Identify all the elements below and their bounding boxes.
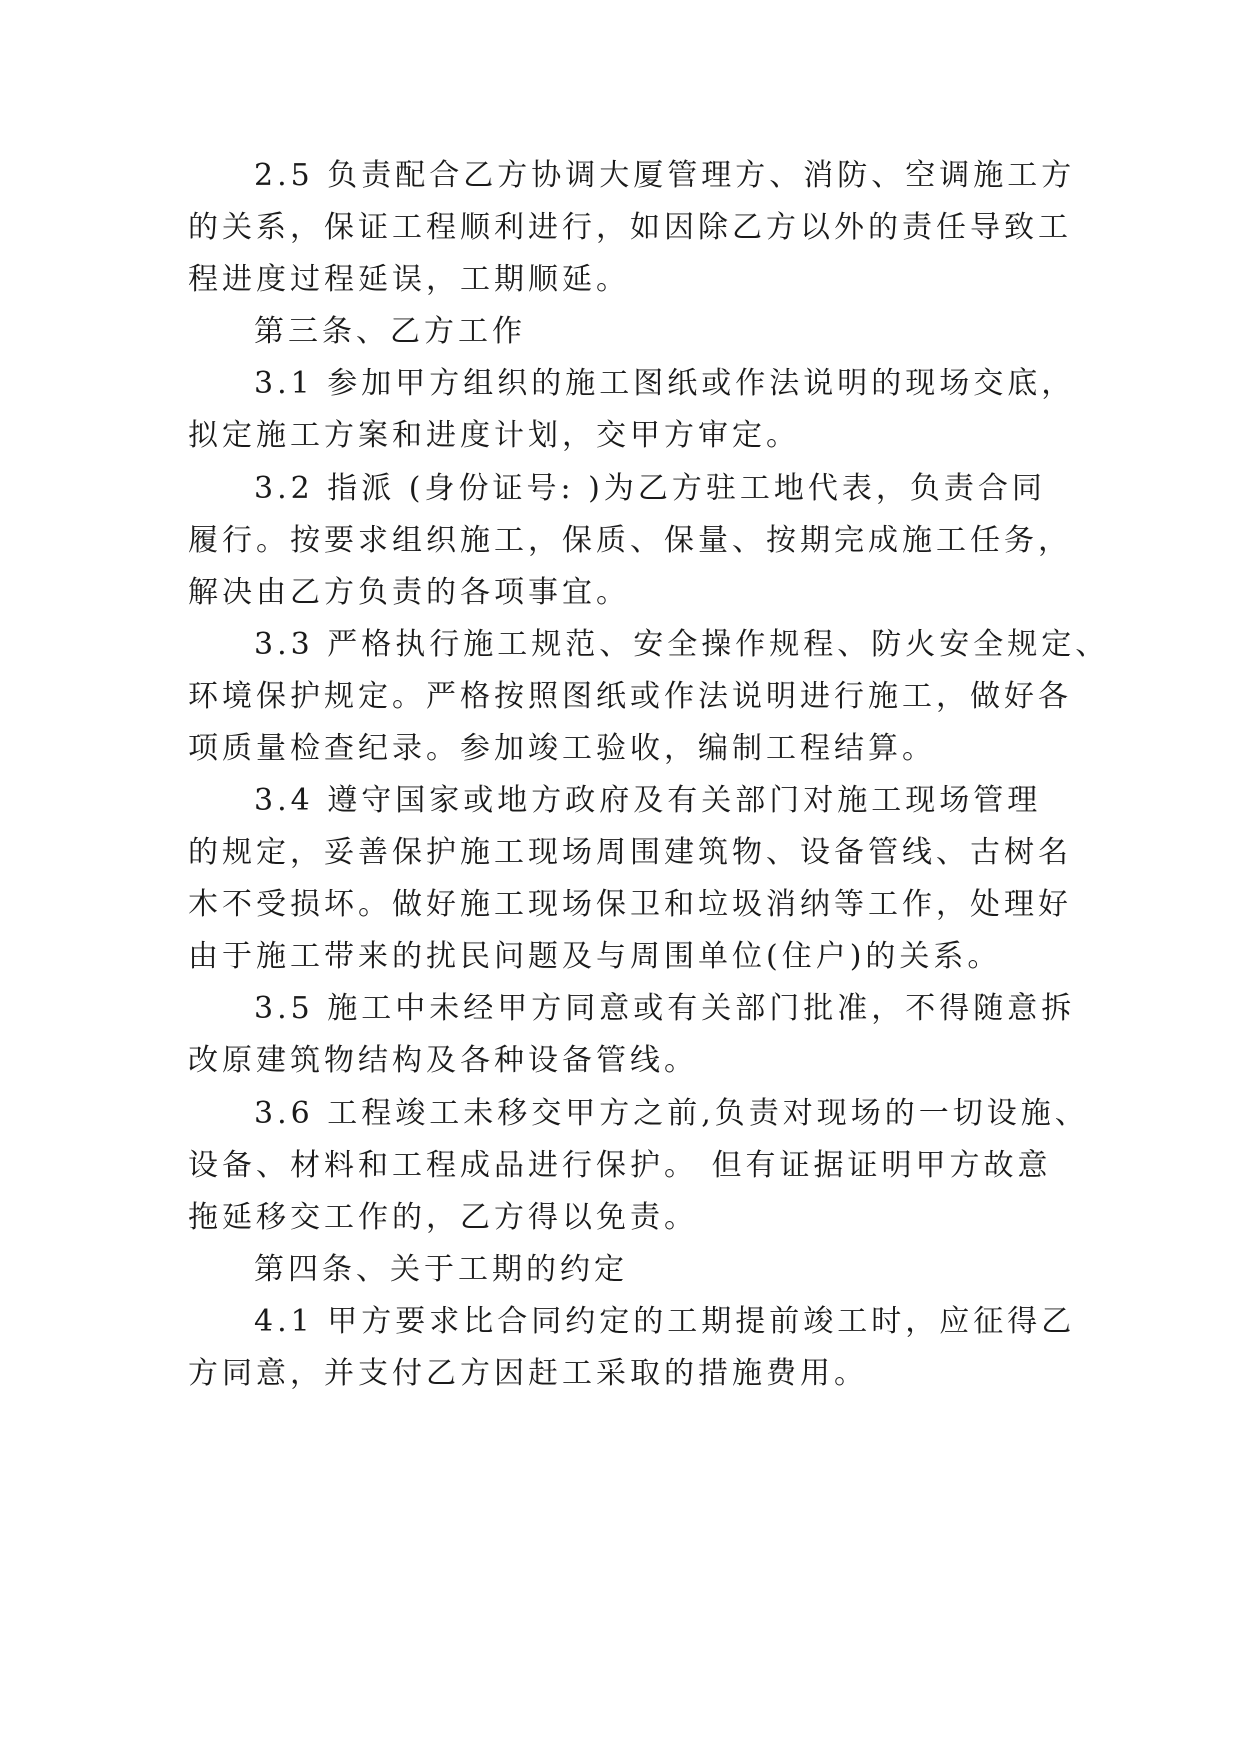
text-line: 3.1 参加甲方组织的施工图纸或作法说明的现场交底， xyxy=(254,366,1076,401)
text-line: 木不受损坏。做好施工现场保卫和垃圾消纳等工作，处理好 xyxy=(188,887,1072,922)
text-line: 4.1 甲方要求比合同约定的工期提前竣工时，应征得乙 xyxy=(254,1304,1076,1339)
text-line: 3.5 施工中未经甲方同意或有关部门批准，不得随意拆 xyxy=(254,991,1076,1026)
text-line: 程进度过程延误，工期顺延。 xyxy=(188,262,630,297)
text-line: 环境保护规定。严格按照图纸或作法说明进行施工，做好各 xyxy=(188,679,1072,714)
text-line: 2.5 负责配合乙方协调大厦管理方、消防、空调施工方 xyxy=(254,158,1076,193)
text-line: 的关系，保证工程顺利进行，如因除乙方以外的责任导致工 xyxy=(188,210,1072,245)
text-line: 3.2 指派 (身份证号: )为乙方驻工地代表，负责合同 xyxy=(254,471,1046,506)
text-line: 由于施工带来的扰民问题及与周围单位(住户)的关系。 xyxy=(188,939,1002,974)
text-line: 拟定施工方案和进度计划，交甲方审定。 xyxy=(188,418,800,453)
text-line: 解决由乙方负责的各项事宜。 xyxy=(188,575,630,610)
text-line: 拖延移交工作的，乙方得以免责。 xyxy=(188,1200,698,1235)
text-line: 3.6 工程竣工未移交甲方之前,负责对现场的一切设施、 xyxy=(254,1096,1089,1131)
text-line: 3.4 遵守国家或地方政府及有关部门对施工现场管理 xyxy=(254,783,1042,818)
text-line: 履行。按要求组织施工，保质、保量、按期完成施工任务， xyxy=(188,523,1072,558)
section-heading: 第四条、关于工期的约定 xyxy=(254,1252,628,1287)
text-line: 项质量检查纪录。参加竣工验收，编制工程结算。 xyxy=(188,731,936,766)
text-line: 方同意，并支付乙方因赶工采取的措施费用。 xyxy=(188,1356,868,1391)
text-line: 设备、材料和工程成品进行保护。 但有证据证明甲方故意 xyxy=(188,1148,1052,1183)
section-heading: 第三条、乙方工作 xyxy=(254,314,526,349)
text-line: 的规定，妥善保护施工现场周围建筑物、设备管线、古树名 xyxy=(188,835,1072,870)
text-line: 3.3 严格执行施工规范、安全操作规程、防火安全规定、 xyxy=(254,627,1110,662)
text-line: 改原建筑物结构及各种设备管线。 xyxy=(188,1043,698,1078)
